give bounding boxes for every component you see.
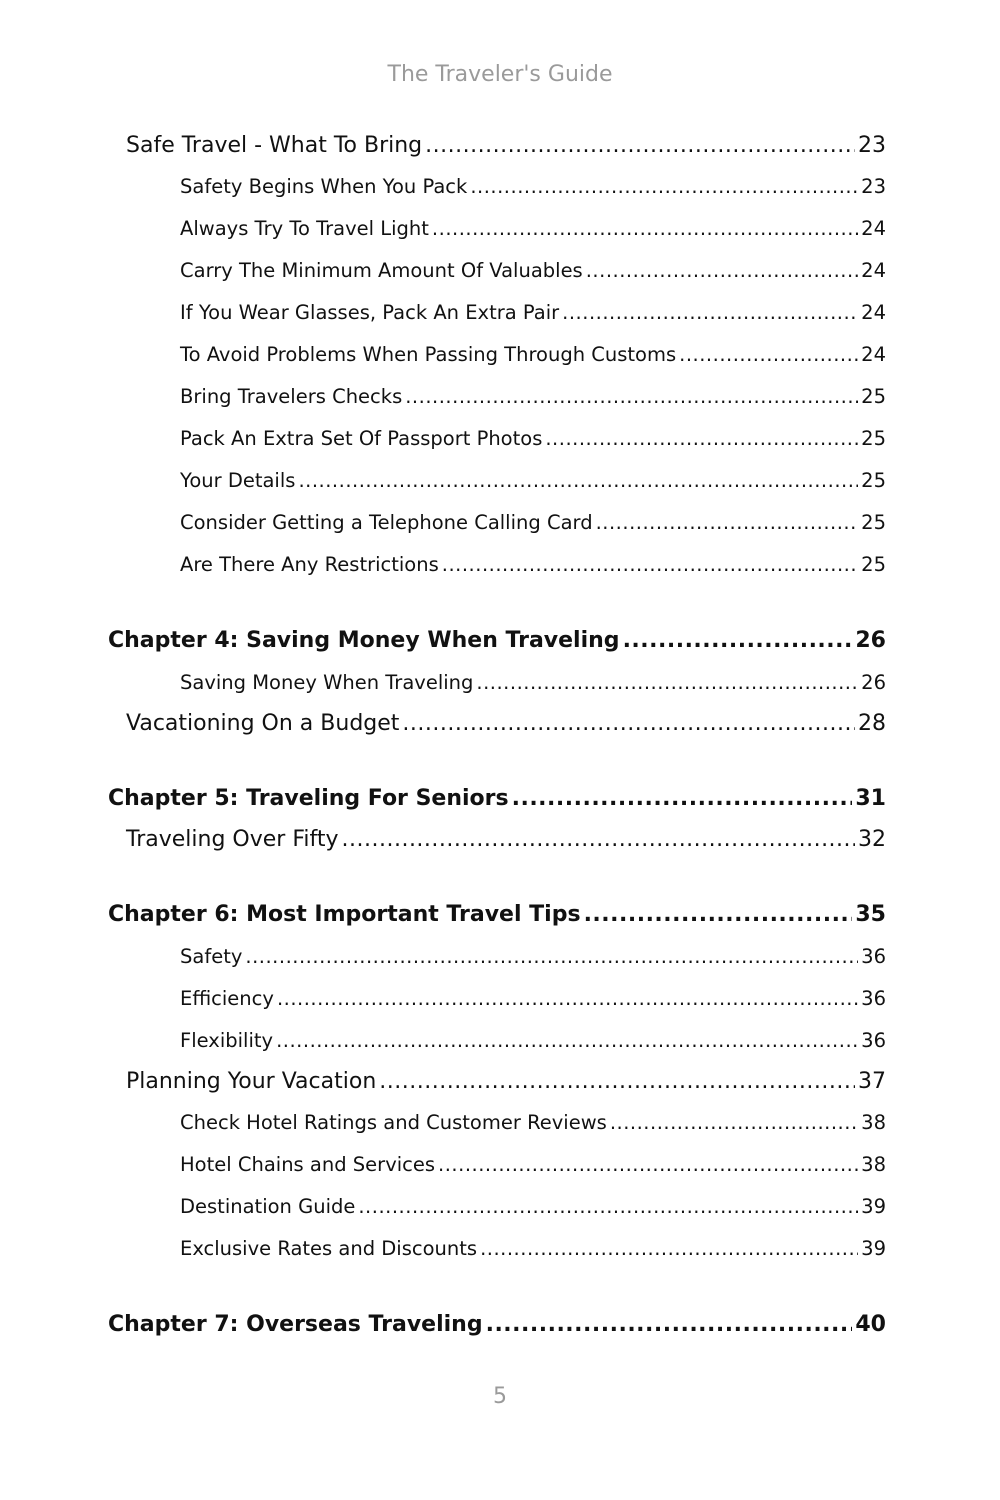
dot-leader [679,334,858,376]
toc-entry-page: 40 [855,1312,886,1337]
toc-entry[interactable] [108,376,886,418]
toc-entry[interactable] [108,662,886,704]
toc-entry-page: 28 [858,711,886,736]
toc-entry-page: 25 [861,469,886,492]
toc-entry-page: 26 [855,628,886,653]
toc-entry[interactable] [108,250,886,292]
table-of-contents [108,126,886,1346]
dot-leader [379,1062,855,1102]
toc-entry-page: 38 [861,1153,886,1176]
toc-entry-title: Bring Travelers Checks [180,385,403,408]
toc-entry[interactable] [108,418,886,460]
toc-entry[interactable] [108,544,886,586]
toc-entry-title: Saving Money When Traveling [180,671,474,694]
toc-entry-title: Are There Any Restrictions [180,553,439,576]
toc-entry-page: 25 [861,427,886,450]
toc-entry-page: 25 [861,511,886,534]
toc-entry-page: 23 [858,133,886,158]
dot-leader [476,662,858,704]
dot-leader [342,820,856,860]
dot-leader [584,894,853,936]
dot-leader [277,978,858,1020]
toc-entry-page: 23 [861,175,886,198]
dot-leader [512,778,853,820]
toc-entry-page: 25 [861,553,886,576]
toc-entry[interactable] [108,820,886,860]
toc-entry-title: Planning Your Vacation [126,1069,377,1094]
toc-entry-title: Always Try To Travel Light [180,217,429,240]
toc-entry-title: If You Wear Glasses, Pack An Extra Pair [180,301,560,324]
dot-leader [623,620,853,662]
toc-entry-page: 36 [861,945,886,968]
toc-entry[interactable] [108,208,886,250]
toc-entry[interactable] [108,1062,886,1102]
toc-entry-page: 39 [861,1195,886,1218]
toc-entry-title: Safety [180,945,243,968]
toc-entry-page: 24 [861,301,886,324]
dot-leader [442,544,858,586]
toc-entry[interactable] [108,704,886,744]
toc-entry-title: Pack An Extra Set Of Passport Photos [180,427,543,450]
dot-leader [596,502,859,544]
toc-chapter-entry[interactable] [108,1304,886,1346]
toc-entry-title: Flexibility [180,1029,274,1052]
dot-leader [298,460,858,502]
dot-leader [545,418,858,460]
toc-entry-title: Carry The Minimum Amount Of Valuables [180,259,583,282]
dot-leader [586,250,858,292]
toc-entry[interactable] [108,1228,886,1270]
toc-chapter-entry[interactable] [108,778,886,820]
toc-entry-page: 24 [861,259,886,282]
toc-entry-page: 39 [861,1237,886,1260]
toc-entry[interactable] [108,1102,886,1144]
dot-leader [405,376,858,418]
toc-entry-title: Consider Getting a Telephone Calling Card [180,511,593,534]
toc-entry-title: Safe Travel - What To Bring [126,133,423,158]
toc-entry-page: 36 [861,987,886,1010]
toc-entry[interactable] [108,334,886,376]
toc-entry-page: 35 [855,902,886,927]
toc-entry-title: Traveling Over Fifty [126,827,339,852]
dot-leader [480,1228,858,1270]
toc-entry[interactable] [108,1186,886,1228]
toc-entry-title: Efficiency [180,987,274,1010]
dot-leader [486,1304,853,1346]
dot-leader [438,1144,858,1186]
toc-entry[interactable] [108,978,886,1020]
toc-entry-title: Exclusive Rates and Discounts [180,1237,478,1260]
toc-entry-page: 24 [861,217,886,240]
dot-leader [425,126,855,166]
toc-entry-page: 25 [861,385,886,408]
toc-entry-title: Safety Begins When You Pack [180,175,468,198]
toc-entry-page: 26 [861,671,886,694]
toc-entry-title: Check Hotel Ratings and Customer Reviews [180,1111,607,1134]
toc-entry-page: 31 [855,786,886,811]
toc-entry[interactable] [108,166,886,208]
page-number: 5 [493,1384,507,1409]
toc-entry-title: Your Details [180,469,296,492]
toc-entry-page: 36 [861,1029,886,1052]
toc-entry-title: Chapter 7: Overseas Traveling [108,1312,483,1337]
toc-entry[interactable] [108,460,886,502]
toc-entry-title: Vacationing On a Budget [126,711,400,736]
toc-chapter-entry[interactable] [108,620,886,662]
dot-leader [245,936,858,978]
toc-entry[interactable] [108,292,886,334]
toc-entry-page: 24 [861,343,886,366]
dot-leader [402,704,855,744]
toc-entry-page: 37 [858,1069,886,1094]
toc-entry-title: To Avoid Problems When Passing Through Customs [180,343,677,366]
running-header: The Traveler's Guide [387,62,613,87]
toc-entry[interactable] [108,126,886,166]
toc-chapter-entry[interactable] [108,894,886,936]
toc-entry-title: Hotel Chains and Services [180,1153,436,1176]
toc-entry-title: Chapter 5: Traveling For Seniors [108,786,509,811]
toc-entry-page: 38 [861,1111,886,1134]
dot-leader [562,292,858,334]
toc-entry-title: Chapter 6: Most Important Travel Tips [108,902,581,927]
dot-leader [358,1186,858,1228]
dot-leader [276,1020,858,1062]
toc-entry[interactable] [108,502,886,544]
toc-entry[interactable] [108,1144,886,1186]
dot-leader [432,208,858,250]
toc-entry-title: Chapter 4: Saving Money When Traveling [108,628,620,653]
dot-leader [610,1102,858,1144]
toc-entry-page: 32 [858,827,886,852]
toc-entry[interactable] [108,936,886,978]
dot-leader [470,166,858,208]
toc-entry-title: Destination Guide [180,1195,356,1218]
toc-entry[interactable] [108,1020,886,1062]
